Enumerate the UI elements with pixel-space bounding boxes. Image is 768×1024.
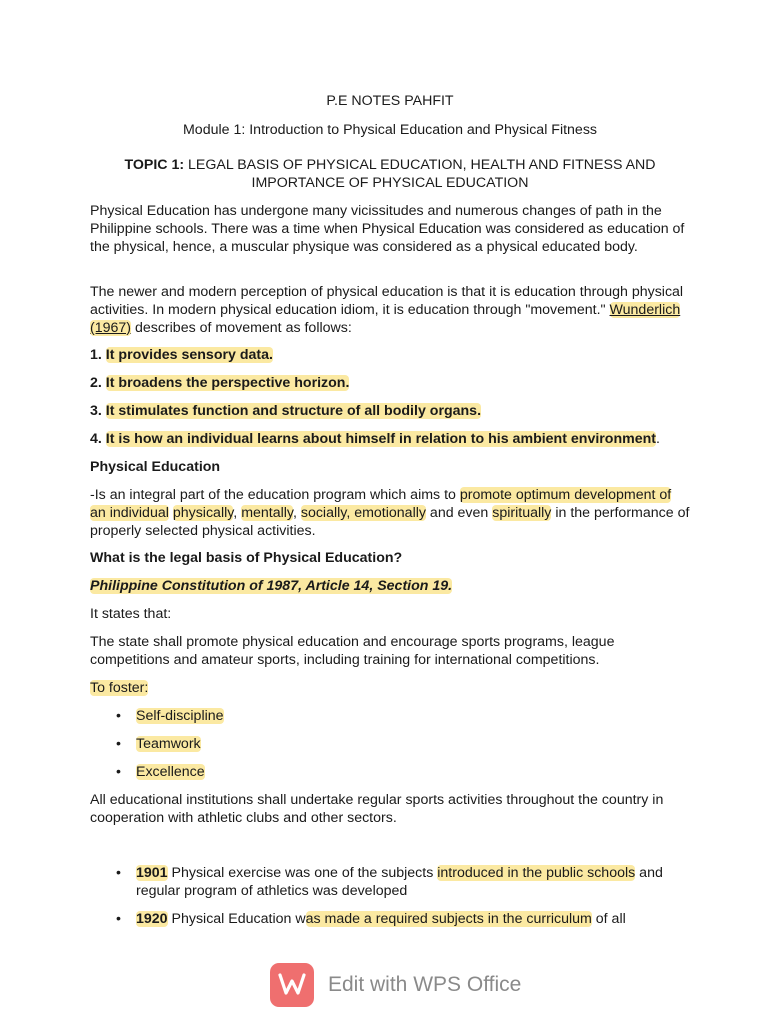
bullet-icon: • [116,911,121,927]
pe-heading: Physical Education [90,459,221,475]
foster-label [90,679,690,697]
pe-def-highlight: spiritually [492,505,552,521]
movement-text: The newer and modern perception of physical education is that it is education through physical activities. In modern physical education idiom, it is education through "movement." [90,284,684,318]
list-text: It stimulates function and structure of all bodily organs. [105,403,482,419]
pe-def-text: and even [425,505,493,521]
pe-def-text: in the performance of properly selected physical activities. [90,505,690,539]
bullet-icon: • [116,708,121,724]
wps-office-logo-icon[interactable] [270,963,314,1007]
list-number: 1. [90,347,102,363]
history-text: and regular program of athletics was developed [136,865,663,899]
pe-definition [90,486,690,540]
history-item [90,910,690,928]
movement-text-tail: describes of movement as follows: [131,320,352,336]
states-label: It states that: [90,606,172,622]
foster-item: Teamwork [136,736,201,752]
bullet-icon: • [116,736,121,752]
institutions-paragraph: All educational institutions shall undertake regular sports activities throughout the country in cooperation with athletic clubs and other sectors. [90,792,664,826]
list-number: 4. [90,431,102,447]
history-text: Physical exercise was one of the subjects [167,865,438,881]
topic-heading-line2: IMPORTANCE OF PHYSICAL EDUCATION [251,175,529,191]
module-heading: Module 1: Introduction to Physical Education and Physical Fitness [182,122,598,138]
history-item [90,864,690,900]
pe-def-highlight: mentally [241,505,293,521]
constitution-citation [90,577,690,595]
history-year: 1901 [136,865,168,881]
topic-label: TOPIC 1: [124,157,185,173]
foster-item: Self-discipline [136,708,224,724]
list-text: It provides sensory data. [105,347,273,363]
list-item [90,735,690,753]
list-text: It is how an individual learns about himself in relation to his ambient environment [105,431,657,447]
bullet-icon: • [116,865,121,881]
intro-paragraph: Physical Education has undergone many vicissitudes and numerous changes of path in the Philippine schools. There was a time when Physical Education was considered as education of the physical, hence, a muscular physique was considered as a physical educated body. [90,203,685,255]
list-item [90,763,690,781]
history-year: 1920 [136,911,168,927]
foster-item: Excellence [136,764,205,780]
pe-def-highlight: promote optimum development of an individual [90,487,672,521]
doc-title: P.E NOTES PAHFIT [326,93,454,109]
topic-heading [70,156,710,174]
foster-text: To foster: [90,680,149,696]
pe-def-text: , [292,505,301,521]
list-item [90,374,690,392]
bullet-icon: • [116,764,121,780]
list-item [90,430,690,448]
wps-footer[interactable] [270,962,521,1008]
list-number: 2. [90,375,102,391]
list-item [90,402,690,420]
pe-def-highlight: socially, emotionally [300,505,426,521]
pe-def-highlight: physically [172,505,234,521]
list-text: It broadens the perspective horizon. [105,375,350,391]
legal-basis-question: What is the legal basis of Physical Education? [90,550,403,566]
topic-text: LEGAL BASIS OF PHYSICAL EDUCATION, HEALTH AND FITNESS AND [184,157,656,173]
constitution-text: Philippine Constitution of 1987, Article 14, Section 19. [90,578,453,594]
wunderlich-link[interactable]: Wunderlich (1967) [90,302,681,336]
wps-edit-label[interactable]: Edit with WPS Office [328,973,522,996]
state-paragraph: The state shall promote physical education and encourage sports programs, league competitions and amateur sports, including training for international competitions. [90,634,615,668]
history-text: of all [591,911,626,927]
list-tail: . [656,431,660,447]
history-highlight: as made a required subjects in the curriculum [305,911,592,927]
list-item [90,707,690,725]
list-item [90,346,690,364]
history-highlight: introduced in the public schools [437,865,636,881]
list-number: 3. [90,403,102,419]
movement-paragraph [90,283,690,337]
pe-def-text: , [233,505,242,521]
pe-def-text: -Is an integral part of the education program which aims to [90,487,460,503]
history-text: Physical Education w [167,911,306,927]
